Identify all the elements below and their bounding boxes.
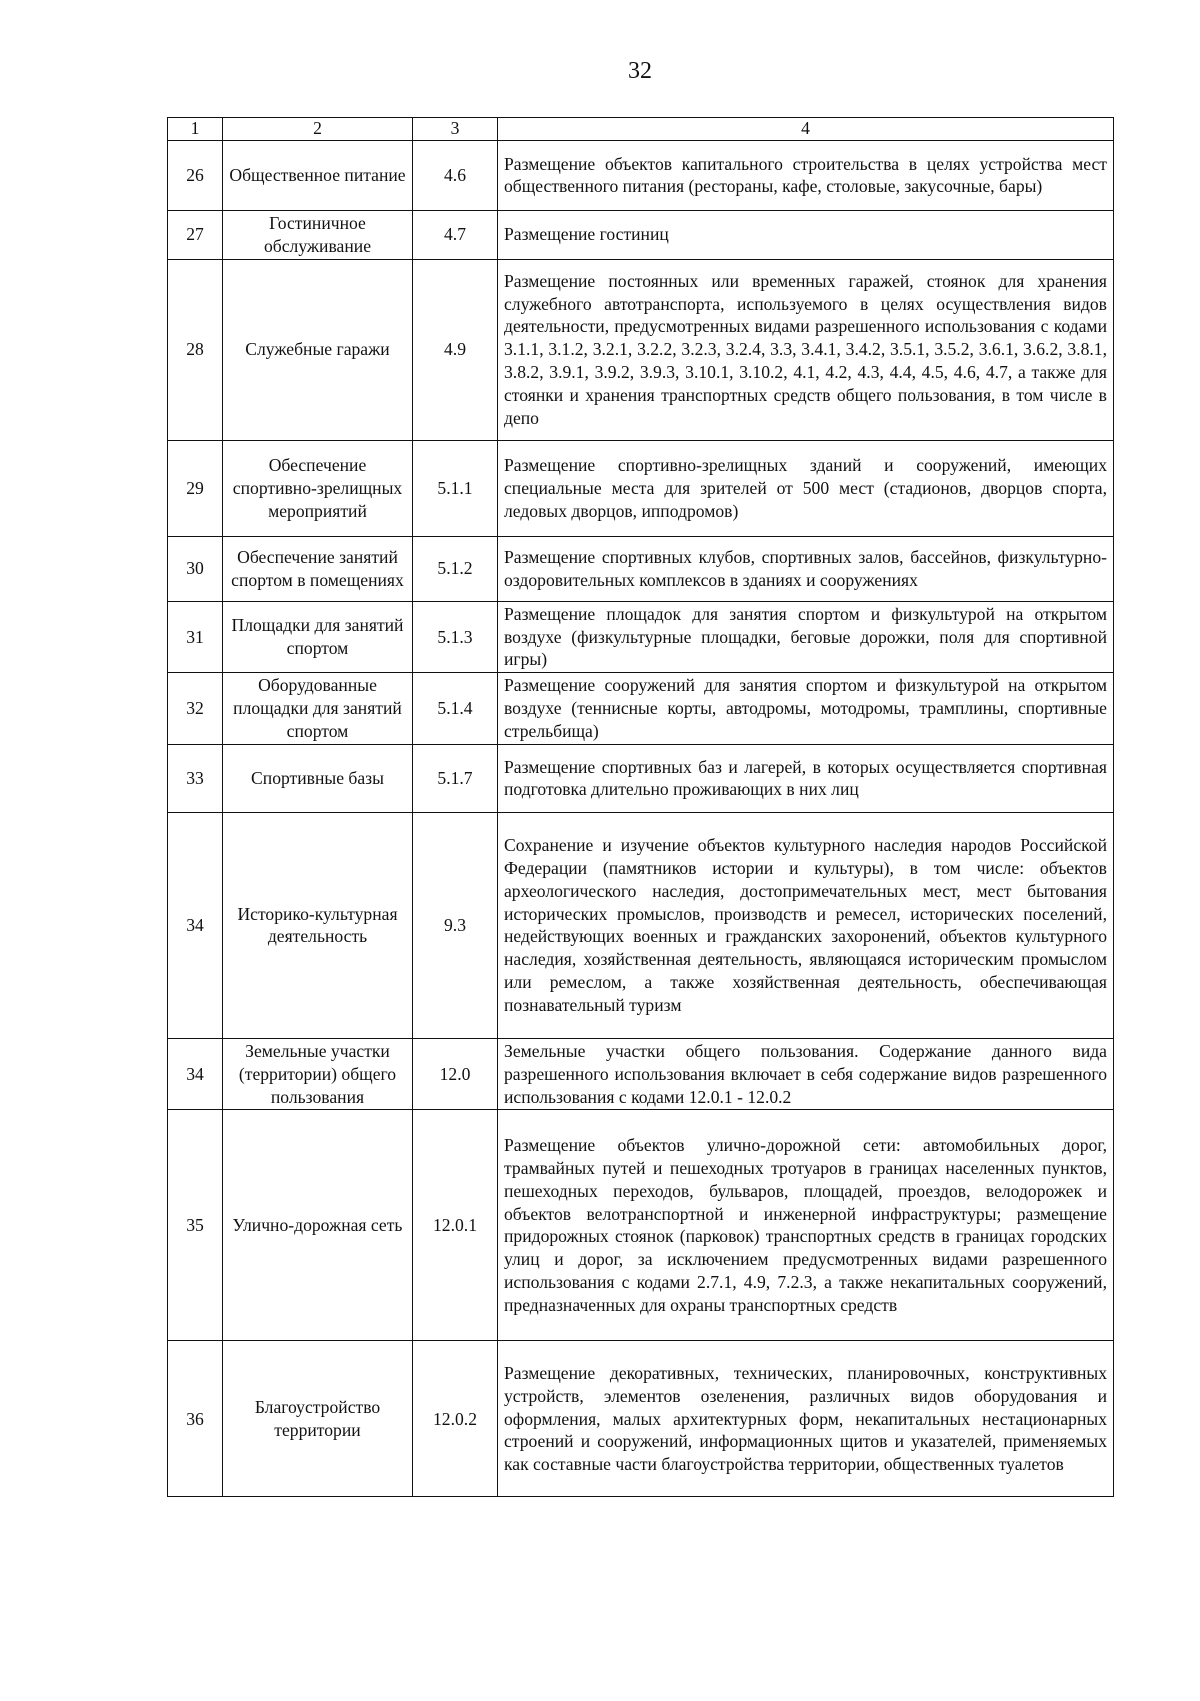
table-row <box>168 140 1114 210</box>
row-number: 34 <box>168 812 223 1038</box>
use-name: Земельные участки (территории) общего пользования <box>223 1038 413 1110</box>
use-name: Улично-дорожная сеть <box>223 1110 413 1341</box>
use-description: Размещение спортивных баз и лагерей, в которых осуществляется спортивная подготовка длительно проживающих в них лиц <box>498 744 1114 812</box>
use-name: Площадки для занятий спортом <box>223 601 413 673</box>
use-description: Размещение объектов капитального строительства в целях устройства мест общественного питания (рестораны, кафе, столовые, закусочные, бары) <box>498 140 1114 210</box>
use-description: Размещение объектов улично-дорожной сети: автомобильных дорог, трамвайных путей и пешеходных тротуаров в границах населенных пунктов, пешеходных переходов, бульваров, площадей, проездов, велодорожек и объектов велотранспортной и инженерной инфраструктуры; размещение придорожных стоянок (парковок) транспортных средств в границах городских улиц и дорог, за исключением предусмотренных видами разрешенного использования с кодами 2.7.1, 4.9, 7.2.3, а также некапитальных сооружений, предназначенных для охраны транспортных средств <box>498 1110 1114 1341</box>
use-name: Обеспечение занятий спортом в помещениях <box>223 536 413 601</box>
use-name: Историко-культурная деятельность <box>223 812 413 1038</box>
row-number: 26 <box>168 140 223 210</box>
table-row <box>168 744 1114 812</box>
use-code: 5.1.7 <box>413 744 498 812</box>
use-description: Сохранение и изучение объектов культурного наследия народов Российской Федерации (памятников истории и культуры), в том числе: объектов археологического наследия, достопримечательных мест, мест бытования исторических промыслов, производств и ремесел, исторических поселений, недействующих военных и гражданских захоронений, объектов культурного наследия, хозяйственная деятельность, являющаяся историческим промыслом или ремеслом, а также хозяйственная деятельность, обеспечивающая познавательный туризм <box>498 812 1114 1038</box>
row-number: 36 <box>168 1341 223 1497</box>
row-number: 28 <box>168 259 223 440</box>
use-description: Размещение сооружений для занятия спортом и физкультурой на открытом воздухе (теннисные корты, автодромы, мотодромы, трамплины, спортивные стрельбища) <box>498 673 1114 745</box>
table-row <box>168 536 1114 601</box>
use-name: Общественное питание <box>223 140 413 210</box>
use-code: 12.0 <box>413 1038 498 1110</box>
row-number: 32 <box>168 673 223 745</box>
header-cell-4: 4 <box>498 118 1114 141</box>
row-number: 33 <box>168 744 223 812</box>
use-code: 9.3 <box>413 812 498 1038</box>
table-row <box>168 1110 1114 1341</box>
use-description: Земельные участки общего пользования. Содержание данного вида разрешенного использования включает в себя содержание видов разрешенного использования с кодами 12.0.1 - 12.0.2 <box>498 1038 1114 1110</box>
use-name: Спортивные базы <box>223 744 413 812</box>
page-number: 32 <box>628 58 652 84</box>
table-row <box>168 812 1114 1038</box>
use-code: 12.0.1 <box>413 1110 498 1341</box>
header-cell-1: 1 <box>168 118 223 141</box>
use-description: Размещение спортивных клубов, спортивных залов, бассейнов, физкультурно-оздоровительных комплексов в зданиях и сооружениях <box>498 536 1114 601</box>
header-cell-3: 3 <box>413 118 498 141</box>
row-number: 29 <box>168 440 223 536</box>
row-number: 30 <box>168 536 223 601</box>
row-number: 27 <box>168 210 223 259</box>
header-cell-2: 2 <box>223 118 413 141</box>
use-code: 5.1.2 <box>413 536 498 601</box>
use-description: Размещение площадок для занятия спортом и физкультурой на открытом воздухе (физкультурные площадки, беговые дорожки, поля для спортивной игры) <box>498 601 1114 673</box>
table-row <box>168 440 1114 536</box>
use-name: Обеспечение спортивно-зрелищных мероприятий <box>223 440 413 536</box>
use-code: 5.1.1 <box>413 440 498 536</box>
use-description: Размещение спортивно-зрелищных зданий и сооружений, имеющих специальные места для зрителей от 500 мест (стадионов, дворцов спорта, ледовых дворцов, ипподромов) <box>498 440 1114 536</box>
use-code: 4.7 <box>413 210 498 259</box>
use-code: 4.9 <box>413 259 498 440</box>
table-row <box>168 210 1114 259</box>
use-code: 5.1.3 <box>413 601 498 673</box>
row-number: 31 <box>168 601 223 673</box>
use-name: Оборудованные площадки для занятий спортом <box>223 673 413 745</box>
table-row <box>168 673 1114 745</box>
use-description: Размещение декоративных, технических, планировочных, конструктивных устройств, элементов озеленения, различных видов оборудования и оформления, малых архитектурных форм, некапитальных нестационарных строений и сооружений, информационных щитов и указателей, применяемых как составные части благоустройства территории, общественных туалетов <box>498 1341 1114 1497</box>
use-name: Служебные гаражи <box>223 259 413 440</box>
row-number: 34 <box>168 1038 223 1110</box>
use-name: Гостиничное обслуживание <box>223 210 413 259</box>
table-row <box>168 259 1114 440</box>
use-name: Благоустройство территории <box>223 1341 413 1497</box>
header-row <box>168 118 1114 141</box>
use-code: 4.6 <box>413 140 498 210</box>
use-code: 12.0.2 <box>413 1341 498 1497</box>
use-description: Размещение гостиниц <box>498 210 1114 259</box>
land-use-table <box>167 117 1114 1497</box>
row-number: 35 <box>168 1110 223 1341</box>
table-row <box>168 1038 1114 1110</box>
table-row <box>168 1341 1114 1497</box>
table-body <box>168 140 1114 1496</box>
use-description: Размещение постоянных или временных гаражей, стоянок для хранения служебного автотранспорта, используемого в целях осуществления видов деятельности, предусмотренных видами разрешенного использования с кодами 3.1.1, 3.1.2, 3.2.1, 3.2.2, 3.2.3, 3.2.4, 3.3, 3.4.1, 3.4.2, 3.5.1, 3.5.2, 3.6.1, 3.6.2, 3.8.1, 3.8.2, 3.9.1, 3.9.2, 3.9.3, 3.10.1, 3.10.2, 4.1, 4.2, 4.3, 4.4, 4.5, 4.6, 4.7, а также для стоянки и хранения транспортных средств общего пользования, в том числе в депо <box>498 259 1114 440</box>
use-code: 5.1.4 <box>413 673 498 745</box>
table-row <box>168 601 1114 673</box>
